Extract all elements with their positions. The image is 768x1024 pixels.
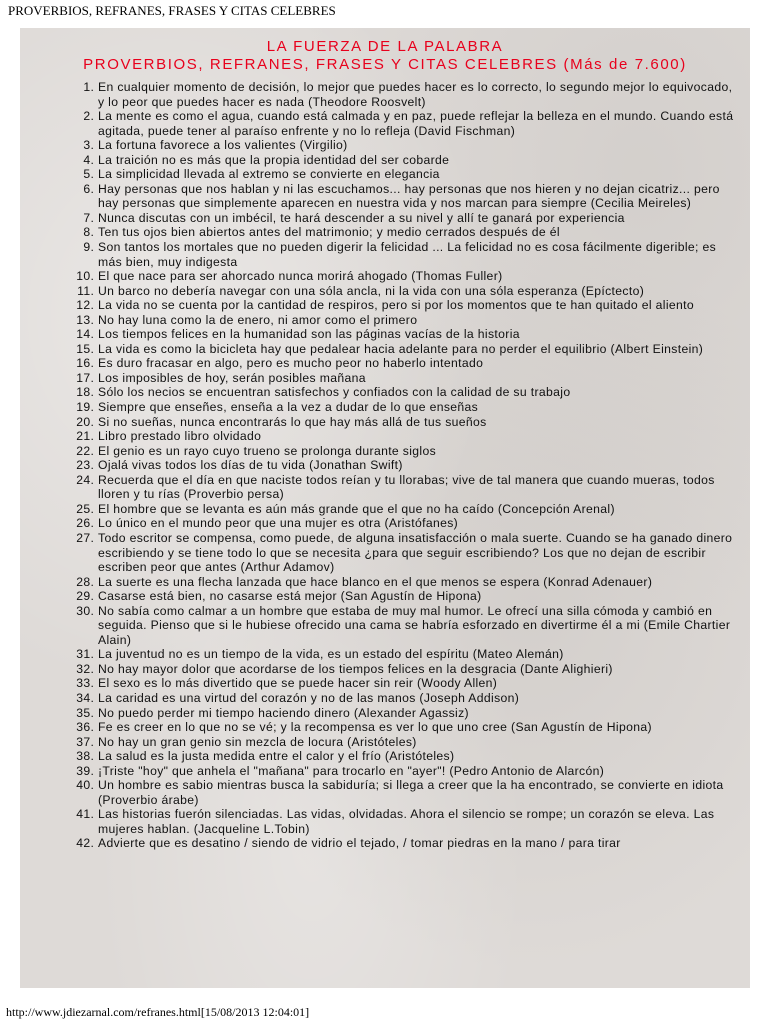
quote-item: 7. Nunca discutas con un imbécil, te hará descender a su nivel y allí te ganará por experiencia xyxy=(98,211,738,226)
quote-item: 20. Si no sueñas, nunca encontrarás lo que hay más allá de tus sueños xyxy=(98,415,738,430)
quote-item: 33. El sexo es lo más divertido que se puede hacer sin reir (Woody Allen) xyxy=(98,676,738,691)
quote-item: 14. Los tiempos felices en la humanidad son las páginas vacías de la historia xyxy=(98,327,738,342)
quote-item: 23. Ojalá vivas todos los días de tu vida (Jonathan Swift) xyxy=(98,458,738,473)
quote-item: 41. Las historias fuerón silenciadas. Las vidas, olvidadas. Ahora el silencio se rompe; un corazón se eleva. Las mujeres hablan. (Jacqueline L.Tobin) xyxy=(98,807,738,836)
quote-item: 18. Sólo los necios se encuentran satisfechos y confiados con la calidad de su trabajo xyxy=(98,385,738,400)
quote-item: 22. El genio es un rayo cuyo trueno se prolonga durante siglos xyxy=(98,444,738,459)
quote-item: 24. Recuerda que el día en que naciste todos reían y tu llorabas; vive de tal manera que cuando mueras, todos lloren y tu rías (Proverbio persa) xyxy=(98,473,738,502)
title-block xyxy=(20,38,750,74)
quote-item: 28. La suerte es una flecha lanzada que hace blanco en el que menos se espera (Konrad Adenauer) xyxy=(98,575,738,590)
quote-item: 12. La vida no se cuenta por la cantidad de respiros, pero si por los momentos que te han quitado el aliento xyxy=(98,298,738,313)
quote-item: 35. No puedo perder mi tiempo haciendo dinero (Alexander Agassiz) xyxy=(98,706,738,721)
page-title: LA FUERZA DE LA PALABRA xyxy=(266,38,504,55)
quote-item: 31. La juventud no es un tiempo de la vida, es un estado del espíritu (Mateo Alemán) xyxy=(98,647,738,662)
quote-item: 37. No hay un gran genio sin mezcla de locura (Aristóteles) xyxy=(98,735,738,750)
quote-item: 13. No hay luna como la de enero, ni amor como el primero xyxy=(98,313,738,328)
quote-item: 39. ¡Triste "hoy" que anhela el "mañana" para trocarlo en "ayer"! (Pedro Antonio de Alarcón) xyxy=(98,764,738,779)
quote-item: 1. En cualquier momento de decisión, lo mejor que puedes hacer es lo correcto, lo segundo mejor lo equivocado, y lo peor que puedes hacer es nada (Theodore Roosvelt) xyxy=(98,80,738,109)
quote-item: 42. Advierte que es desatino / siendo de vidrio el tejado, / tomar piedras en la mano / para tirar xyxy=(98,836,738,851)
page-subtitle: PROVERBIOS, REFRANES, FRASES Y CITAS CELEBRES (Más de 7.600) xyxy=(83,56,687,73)
quote-item: 4. La traición no es más que la propia identidad del ser cobarde xyxy=(98,153,738,168)
quote-item: 3. La fortuna favorece a los valientes (Virgilio) xyxy=(98,138,738,153)
print-footer: http://www.jdiezarnal.com/refranes.html[15/08/2013 12:04:01] xyxy=(6,1005,310,1019)
quote-item: 10. El que nace para ser ahorcado nunca morirá ahogado (Thomas Fuller) xyxy=(98,269,738,284)
quote-item: 26. Lo único en el mundo peor que una mujer es otra (Aristófanes) xyxy=(98,516,738,531)
quote-item: 19. Siempre que enseñes, enseña a la vez a dudar de lo que enseñas xyxy=(98,400,738,415)
quote-item: 11. Un barco no debería navegar con una sóla ancla, ni la vida con una sóla esperanza (Epíctecto) xyxy=(98,284,738,299)
print-header: PROVERBIOS, REFRANES, FRASES Y CITAS CELEBRES xyxy=(8,3,336,18)
quote-item: 8. Ten tus ojos bien abiertos antes del matrimonio; y medio cerrados después de él xyxy=(98,225,738,240)
quote-item: 25. El hombre que se levanta es aún más grande que el que no ha caído (Concepción Arenal) xyxy=(98,502,738,517)
quote-item: 40. Un hombre es sabio mientras busca la sabiduría; si llega a creer que la ha encontrado, se convierte en idiota (Proverbio árabe) xyxy=(98,778,738,807)
quote-item: 6. Hay personas que nos hablan y ni las escuchamos... hay personas que nos hieren y no dejan cicatriz... pero hay personas que simplemente aparecen en nuestra vida y nos marcan para siempre (Cecilia Meireles) xyxy=(98,182,738,211)
quote-item: 30. No sabía como calmar a un hombre que estaba de muy mal humor. Le ofrecí una silla cómoda y cambió en seguida. Pienso que si le hubiese ofrecido una cama se habría esforzado en divertirme él a mi (Emile Chartier Alain) xyxy=(98,604,738,648)
quote-item: 15. La vida es como la bicicleta hay que pedalear hacia adelante para no perder el equilibrio (Albert Einstein) xyxy=(98,342,738,357)
quote-item: 34. La caridad es una virtud del corazón y no de las manos (Joseph Addison) xyxy=(98,691,738,706)
quote-item: 2. La mente es como el agua, cuando está calmada y en paz, puede reflejar la belleza en el mundo. Cuando está agitada, puede tener al paraíso enfrente y no lo refleja (David Fischman) xyxy=(98,109,738,138)
quote-item: 32. No hay mayor dolor que acordarse de los tiempos felices en la desgracia (Dante Alighieri) xyxy=(98,662,738,677)
quote-item: 36. Fe es creer en lo que no se vé; y la recompensa es ver lo que uno cree (San Agustín de Hipona) xyxy=(98,720,738,735)
quotes-list xyxy=(20,80,750,851)
quote-item: 16. Es duro fracasar en algo, pero es mucho peor no haberlo intentado xyxy=(98,356,738,371)
quote-item: 5. La simplicidad llevada al extremo se convierte en elegancia xyxy=(98,167,738,182)
page-content xyxy=(20,28,750,988)
quote-item: 9. Son tantos los mortales que no pueden digerir la felicidad ... La felicidad no es cosa fácilmente digerible; es más bien, muy indigesta xyxy=(98,240,738,269)
quote-item: 27. Todo escritor se compensa, como puede, de alguna insatisfacción o mala suerte. Cuando se ha ganado dinero escribiendo y se tiene todo lo que se necesita ¿para que seguir escribiendo? Los que no dejan de escribir escriben peor que antes (Arthur Adamov) xyxy=(98,531,738,575)
quote-item: 29. Casarse está bien, no casarse está mejor (San Agustín de Hipona) xyxy=(98,589,738,604)
quote-item: 21. Libro prestado libro olvidado xyxy=(98,429,738,444)
quote-item: 17. Los imposibles de hoy, serán posibles mañana xyxy=(98,371,738,386)
quote-item: 38. La salud es la justa medida entre el calor y el frío (Aristóteles) xyxy=(98,749,738,764)
